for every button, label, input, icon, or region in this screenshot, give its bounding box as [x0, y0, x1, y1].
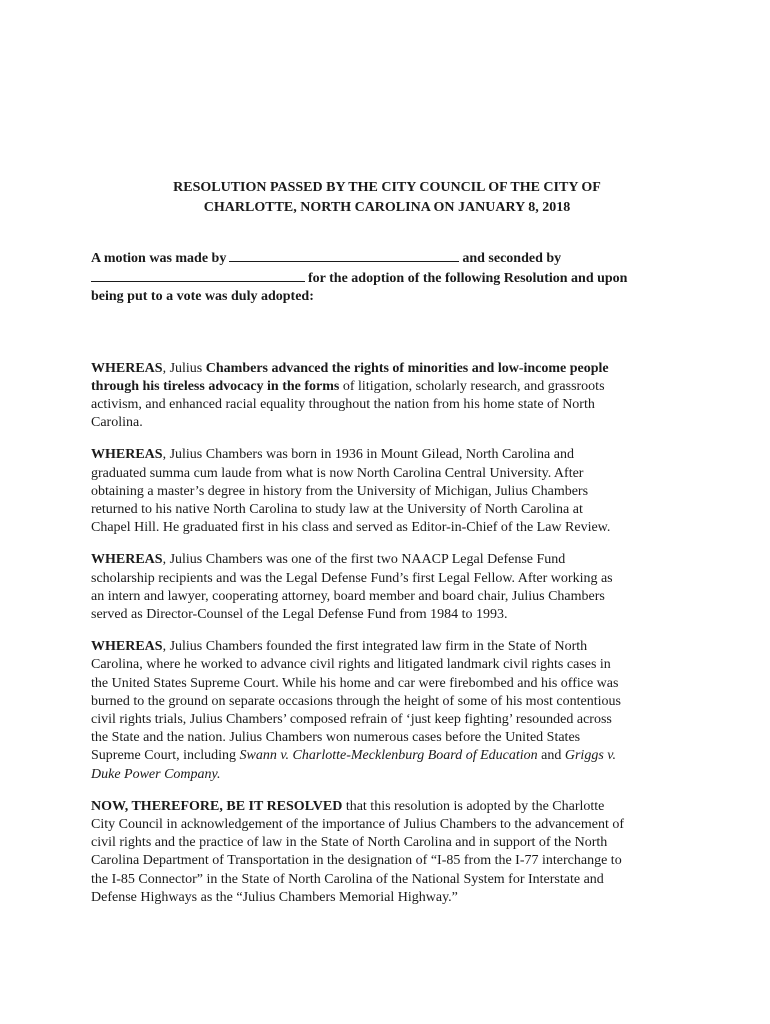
whereas-label: WHEREAS [91, 447, 163, 463]
whereas1-text: activism, and enhanced racial equality throughout the nation from his home state of North [91, 396, 595, 412]
whereas1-bold-text: through his tireless advocacy in the forms [91, 378, 340, 394]
resolved-text: civil rights and the practice of law in the State of North Carolina and in support of the North [91, 835, 608, 851]
whereas2-text: , Julius Chambers was born in 1936 in Mount Gilead, North Carolina and [162, 447, 574, 463]
whereas4-text: and [537, 748, 565, 764]
whereas1-text: of litigation, scholarly research, and grassroots [339, 378, 605, 394]
case-citation-griggs: Duke Power Company. [91, 766, 221, 782]
resolved-text: that this resolution is adopted by the Charlotte [342, 798, 605, 814]
whereas3-text: scholarship recipients and was the Legal Defense Fund’s first Legal Fellow. After working as [91, 570, 613, 586]
whereas-paragraph-2 [91, 446, 683, 537]
resolved-label: NOW, THEREFORE, BE IT RESOLVED [91, 798, 343, 814]
mover-name-blank [229, 249, 459, 262]
resolved-paragraph [91, 798, 683, 907]
motion-paragraph [91, 249, 683, 307]
resolved-text: Carolina Department of Transportation in the designation of “I-85 from the I-77 interchange to [91, 853, 622, 869]
document-title [91, 178, 683, 218]
whereas-label: WHEREAS [91, 552, 163, 568]
whereas2-text: returned to his native North Carolina to study law at the University of North Carolina at [91, 501, 583, 517]
whereas4-text: the State and the nation. Julius Chambers won numerous cases before the United States [91, 730, 581, 746]
whereas4-text: Carolina, where he worked to advance civil rights and litigated landmark civil rights cases in [91, 657, 611, 673]
resolved-text: Defense Highways as the “Julius Chambers Memorial Highway.” [91, 889, 458, 905]
motion-line-2 [91, 269, 683, 289]
motion-text-adoption: for the adoption of the following Resolution and upon [308, 270, 628, 286]
resolved-text: City Council in acknowledgement of the importance of Julius Chambers to the advancement of [91, 816, 625, 832]
case-citation-swann: Swann v. Charlotte-Mecklenburg Board of Education [239, 748, 538, 764]
case-citation-griggs: Griggs v. [564, 748, 616, 764]
whereas1-bold-text: Chambers advanced the rights of minorities and low-income people [205, 360, 609, 376]
whereas-label: WHEREAS [91, 360, 163, 376]
whereas4-text: , Julius Chambers founded the first integrated law firm in the State of North [162, 639, 588, 655]
whereas-paragraph-3 [91, 551, 683, 624]
motion-text-seconded-by: and seconded by [462, 251, 562, 266]
title-line-1: RESOLUTION PASSED BY THE CITY COUNCIL OF THE CITY OF [173, 180, 601, 195]
whereas2-text: obtaining a master’s degree in history from the University of Michigan, Julius Chambers [91, 483, 589, 499]
whereas-paragraph-4 [91, 638, 683, 784]
whereas2-text: Chapel Hill. He graduated first in his class and served as Editor-in-Chief of the Law Review. [91, 520, 611, 536]
resolution-document [91, 178, 683, 907]
title-line-2: CHARLOTTE, NORTH CAROLINA ON JANUARY 8, 2018 [203, 200, 571, 215]
motion-text-made-by: A motion was made by [91, 251, 227, 266]
whereas4-text: burned to the ground on separate occasions through the height of some of his most contentious [91, 693, 621, 709]
whereas4-text: the United States Supreme Court. While his home and car were firebombed and his office was [91, 675, 619, 691]
motion-line-3: being put to a vote was duly adopted: [91, 289, 314, 304]
whereas3-text: an intern and lawyer, cooperating attorney, board member and board chair, Julius Chambers [91, 588, 605, 604]
whereas1-text: , Julius [162, 360, 206, 376]
resolved-text: the I-85 Connector” in the State of North Carolina of the National System for Interstate and [91, 871, 604, 887]
whereas3-text: , Julius Chambers was one of the first two NAACP Legal Defense Fund [162, 552, 566, 568]
whereas4-text: Supreme Court, including [91, 748, 240, 764]
seconder-name-blank [91, 269, 305, 282]
whereas3-text: served as Director-Counsel of the Legal Defense Fund from 1984 to 1993. [91, 606, 508, 622]
whereas4-text: civil rights trials, Julius Chambers’ composed refrain of ‘just keep fighting’ resounded across [91, 711, 612, 727]
whereas2-text: graduated summa cum laude from what is now North Carolina Central University. After [91, 465, 584, 481]
whereas1-text: Carolina. [91, 415, 143, 431]
motion-line-1 [91, 249, 683, 269]
whereas-paragraph-1 [91, 360, 683, 433]
whereas-label: WHEREAS [91, 639, 163, 655]
